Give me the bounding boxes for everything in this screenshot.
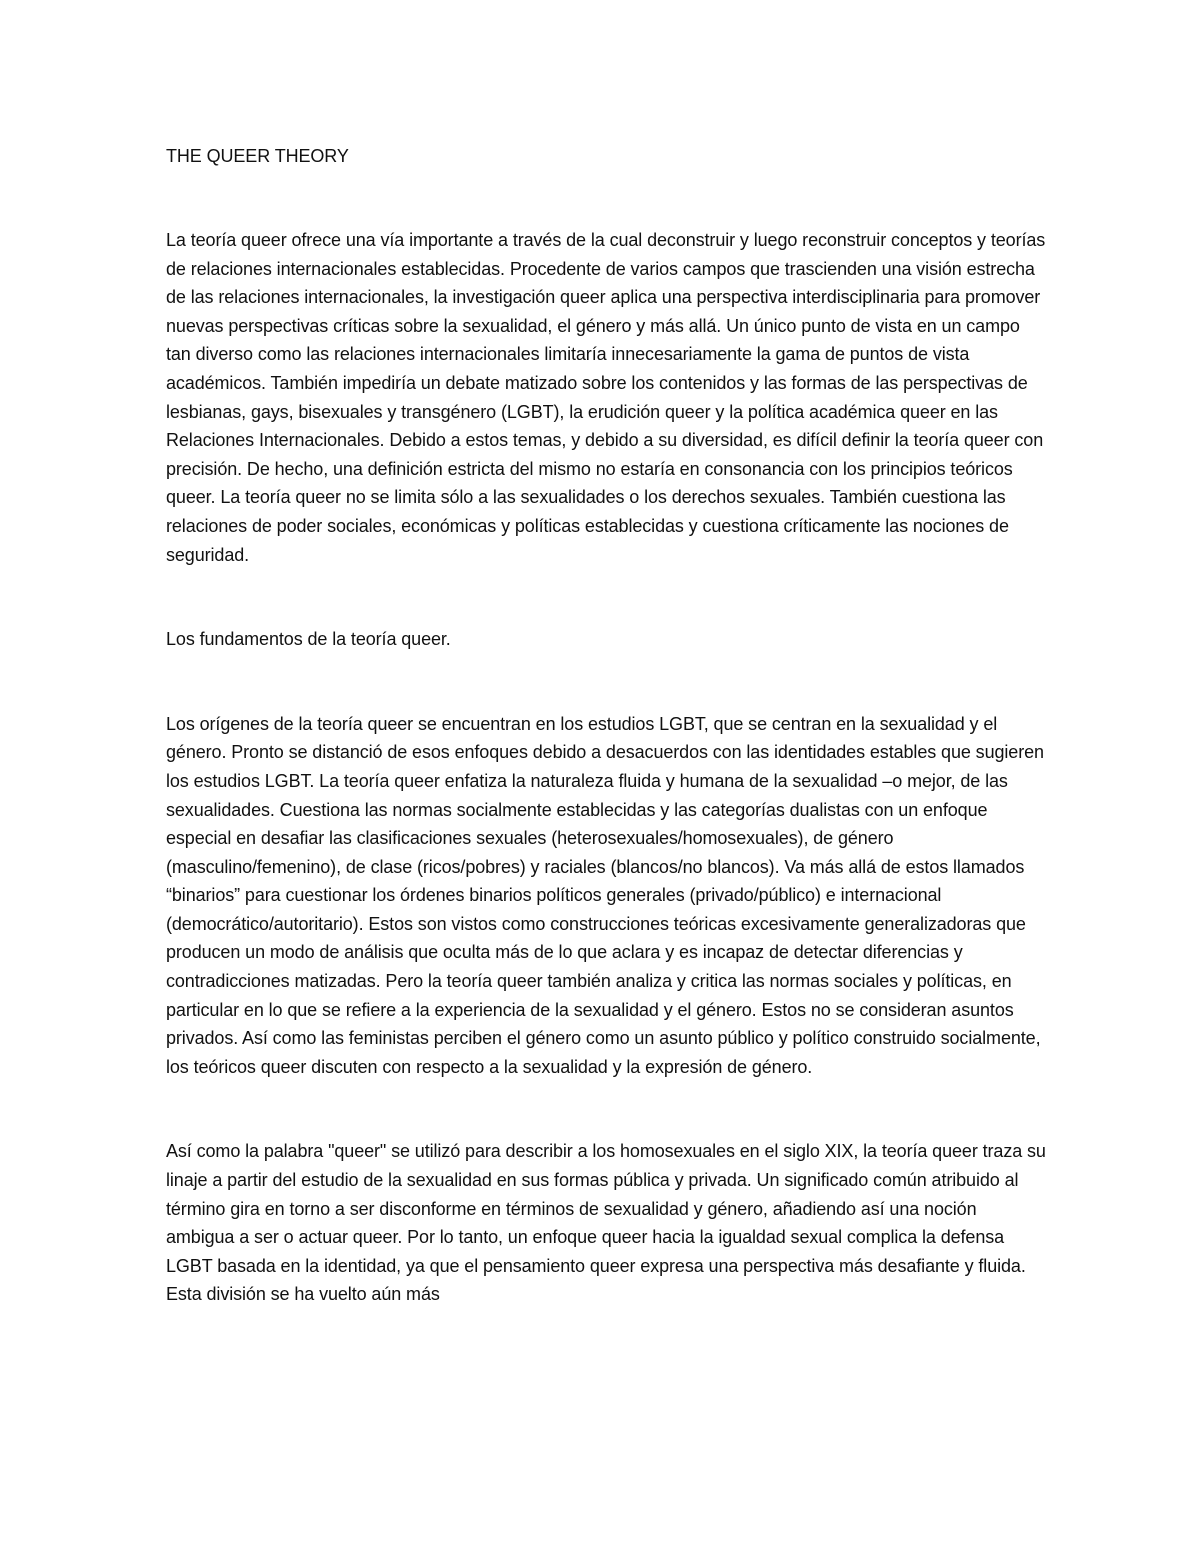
paragraph-foundations: Los orígenes de la teoría queer se encuentran en los estudios LGBT, que se centran en la sexualidad y el género. Pronto se distanció de esos enfoques debido a desacuerdos con las identidades estables que sugieren los estudios LGBT. La teoría queer enfatiza la naturaleza fluida y humana de la sexualidad –o mejor, de las sexualidades. Cuestiona las normas socialmente establecidas y las categorías dualistas con un enfoque especial en desafiar las clasificaciones sexuales (heterosexuales/homosexuales), de género (masculino/femenino), de clase (ricos/pobres) y raciales (blancos/no blancos). Va más allá de estos llamados “binarios” para cuestionar los órdenes binarios políticos generales (privado/público) e internacional (democrático/autoritario). Estos son vistos como construcciones teóricas excesivamente generalizadoras que producen un modo de análisis que oculta más de lo que aclara y es incapaz de detectar diferencias y contradicciones matizadas. Pero la teoría queer también analiza y critica las normas sociales y políticas, en particular en lo que se refiere a la experiencia de la sexualidad y el género. Estos no se consideran asuntos privados. Así como las feministas perciben el género como un asunto público y político construido socialmente, los teóricos queer discuten con respecto a la sexualidad y la expresión de género. [166,713,1044,1077]
section-heading: Los fundamentos de la teoría queer. [166,629,451,650]
paragraph-introduction: La teoría queer ofrece una vía importante a través de la cual deconstruir y luego reconstruir conceptos y teorías de relaciones internacionales establecidas. Procedente de varios campos que trascienden una visión estrecha de las relaciones internacionales, la investigación queer aplica una perspectiva interdisciplinaria para promover nuevas perspectivas críticas sobre la sexualidad, el género y más allá. Un único punto de vista en un campo tan diverso como las relaciones internacionales limitaría innecesariamente la gama de puntos de vista académicos. También impediría un debate matizado sobre los contenidos y las formas de las perspectivas de lesbianas, gays, bisexuales y transgénero (LGBT), la erudición queer y la política académica queer en las Relaciones Internacionales. Debido a estos temas, y debido a su diversidad, es difícil definir la teoría queer con precisión. De hecho, una definición estricta del mismo no estaría en consonancia con los principios teóricos queer. La teoría queer no se limita sólo a las sexualidades o los derechos sexuales. También cuestiona las relaciones de poder sociales, económicas y políticas establecidas y cuestiona críticamente las nociones de seguridad. [166,230,1046,565]
paragraph-spacer [166,1081,1046,1137]
document-body [166,142,1046,1309]
paragraph-spacer [166,654,1046,710]
paragraph-spacer [166,569,1046,625]
paragraph-lineage: Así como la palabra "queer" se utilizó para describir a los homosexuales en el siglo XIX, la teoría queer traza su linaje a partir del estudio de la sexualidad en sus formas pública y privada. Un significado común atribuido al término gira en torno a ser disconforme en términos de sexualidad y género, añadiendo así una noción ambigua a ser o actuar queer. Por lo tanto, un enfoque queer hacia la igualdad sexual complica la defensa LGBT basada en la identidad, ya que el pensamiento queer expresa una perspectiva más desafiante y fluida. Esta división se ha vuelto aún más [166,1141,1046,1305]
document-title: THE QUEER THEORY [166,146,349,166]
